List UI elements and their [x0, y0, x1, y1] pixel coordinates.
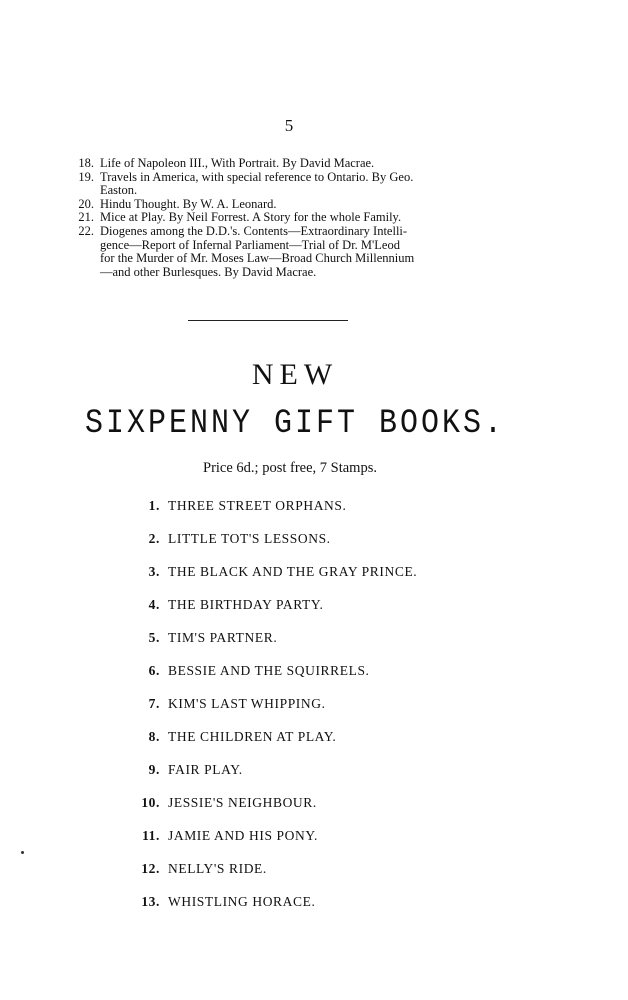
list-item	[130, 694, 510, 727]
list-item	[130, 826, 510, 859]
book-title: THE BIRTHDAY PARTY.	[168, 597, 324, 612]
item-number: 13.	[141, 894, 160, 909]
book-title: LITTLE TOT'S LESSONS.	[168, 531, 331, 546]
list-item	[130, 892, 510, 925]
item-number: 8.	[148, 729, 160, 744]
book-title: FAIR PLAY.	[168, 762, 243, 777]
item-number: 1.	[148, 498, 160, 513]
list-item	[68, 225, 528, 279]
heading-title: SIXPENNY GIFT BOOKS.	[84, 404, 506, 444]
entry-text: Diogenes among the D.D.'s. Contents—Extraordinary Intelli- gence—Report of Infernal Parliament—Trial of Dr. M'Leod for the Murder of Mr. Moses Law—Broad Church Millennium —and other Burlesques. By David Macrae.	[100, 223, 415, 279]
book-title: KIM'S LAST WHIPPING.	[168, 696, 326, 711]
item-number: 5.	[148, 630, 160, 645]
entry-number: 22.	[78, 223, 94, 238]
price-line: Price 6d.; post free, 7 Stamps.	[203, 460, 377, 476]
list-item	[130, 529, 510, 562]
book-title: NELLY'S RIDE.	[168, 861, 267, 876]
entry-text: Life of Napoleon III., With Portrait. By David Macrae.	[100, 156, 375, 170]
item-number: 12.	[141, 861, 160, 876]
item-number: 3.	[148, 564, 160, 579]
list-item	[130, 793, 510, 826]
item-number: 11.	[142, 828, 160, 843]
book-title: WHISTLING HORACE.	[168, 894, 316, 909]
entry-number: 19.	[78, 169, 94, 184]
page-number: 5	[284, 116, 294, 135]
list-item	[130, 727, 510, 760]
entry-number: 20.	[78, 196, 94, 211]
list-item	[68, 198, 528, 212]
book-title: JESSIE'S NEIGHBOUR.	[168, 795, 317, 810]
list-item	[68, 211, 528, 225]
book-title: TIM'S PARTNER.	[168, 630, 278, 645]
heading-new: NEW	[251, 358, 339, 391]
entry-number: 18.	[78, 156, 94, 170]
list-item	[68, 157, 528, 171]
publication-list	[68, 157, 528, 279]
list-item	[130, 595, 510, 628]
item-number: 2.	[148, 531, 160, 546]
item-number: 7.	[148, 696, 160, 711]
entry-number: 21.	[78, 210, 94, 225]
item-number: 10.	[141, 795, 160, 810]
book-title: THREE STREET ORPHANS.	[168, 498, 347, 513]
item-number: 6.	[148, 663, 160, 678]
list-item	[68, 171, 528, 198]
entry-text: Travels in America, with special reference to Ontario. By Geo. Easton.	[100, 169, 414, 198]
list-item	[130, 628, 510, 661]
list-item	[130, 496, 510, 529]
item-number: 4.	[148, 597, 160, 612]
book-title: JAMIE AND HIS PONY.	[168, 828, 318, 843]
entry-text: Hindu Thought. By W. A. Leonard.	[100, 196, 277, 211]
list-item	[130, 562, 510, 595]
list-item	[130, 760, 510, 793]
section-divider	[188, 320, 348, 321]
list-item	[130, 661, 510, 694]
book-title: BESSIE AND THE SQUIRRELS.	[168, 663, 370, 678]
gift-book-list	[130, 496, 510, 925]
print-speck	[21, 851, 24, 854]
book-title: THE BLACK AND THE GRAY PRINCE.	[168, 564, 418, 579]
entry-text: Mice at Play. By Neil Forrest. A Story for the whole Family.	[100, 210, 402, 225]
book-title: THE CHILDREN AT PLAY.	[168, 729, 337, 744]
list-item	[130, 859, 510, 892]
item-number: 9.	[148, 762, 160, 777]
